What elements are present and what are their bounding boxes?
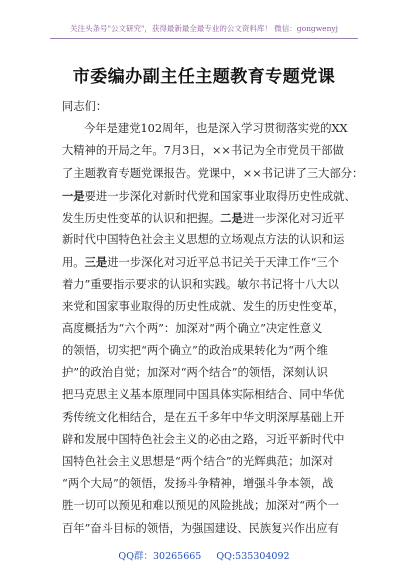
text-run: 用。 xyxy=(62,256,85,270)
paragraph-line: 着力”重要指示要求的认识和实践。敏尔书记将十八大以 xyxy=(62,277,339,291)
paragraph-line: 来党和国家事业取得的历史性成就、发生的历史性变革， xyxy=(62,299,345,313)
paragraph-line xyxy=(62,185,356,207)
document-body xyxy=(62,96,364,540)
qq-group-link[interactable]: QQ群：30265665 xyxy=(118,551,202,562)
paragraph-line: 秀传统文化相结合，是在五千多年中华文明深厚基础上开 xyxy=(62,410,345,424)
paragraph-line: “两个大局”的领悟，发扬斗争精神，增强斗争本领，战 xyxy=(62,477,334,491)
header-divider xyxy=(50,38,358,39)
emphasis-second: 二是 xyxy=(220,210,243,225)
paragraph-line: 护”的政治自觉；加深对“两个结合”的领悟，深刻认识 xyxy=(62,366,328,380)
text-run: 进一步深化对习近平 xyxy=(242,211,345,225)
text-run: 进一步深化对习近平总书记关于天津工作“三个 xyxy=(107,256,339,270)
paragraph-line: 了主题教育专题党课报告。党课中，××书记讲了三大部分： xyxy=(62,166,364,180)
paragraph-line xyxy=(62,251,352,273)
paragraph-line: 辟和发展中国特色社会主义的必由之路，习近平新时代中 xyxy=(62,432,345,446)
page-title: 市委编办副主任主题教育专题党课 xyxy=(72,67,336,87)
text-run: 要进一步深化对新时代党和国家事业取得历史性成就、 xyxy=(84,189,356,203)
emphasis-first: 一是 xyxy=(62,188,85,203)
paragraph-line: 胜一切可以预见和难以预见的风险挑战；加深对“两个一 xyxy=(62,499,339,513)
paragraph-line: 新时代中国特色社会主义思想的立场观点方法的认识和运 xyxy=(62,233,345,247)
paragraph-line: 把马克思主义基本原理同中国具体实际相结合、同中华优 xyxy=(62,388,345,402)
paragraph-line: 今年是建党102周年，也是深入学习贯彻落实党的XX xyxy=(84,122,348,136)
header-banner: 关注头条号"公文研究"，获得最新最全最专业的公文资料库！ 微信：gongwenyj xyxy=(70,24,338,33)
text-run: 发生历史性变革的认识和把握。 xyxy=(62,211,221,225)
page-footer xyxy=(0,548,408,562)
salutation: 同志们： xyxy=(62,100,108,113)
paragraph-line xyxy=(62,207,352,229)
paragraph-line: 百年”奋斗目标的领悟，为强国建设、民族复兴作出应有 xyxy=(62,521,339,535)
qq-contact-link[interactable]: QQ:535304092 xyxy=(216,551,290,562)
emphasis-third: 三是 xyxy=(84,255,108,270)
paragraph-line: 大精神的开局之年。7月3日，××书记为全市党员干部做 xyxy=(62,144,344,158)
paragraph-line: 的领悟，切实把“两个确立”的政治成果转化为“两个维 xyxy=(62,344,328,358)
paragraph-line: 高度概括为“六个两”：加深对“两个确立”决定性意义 xyxy=(62,321,323,335)
paragraph-line: 国特色社会主义思想是“两个结合”的光辉典范；加深对 xyxy=(62,455,334,468)
